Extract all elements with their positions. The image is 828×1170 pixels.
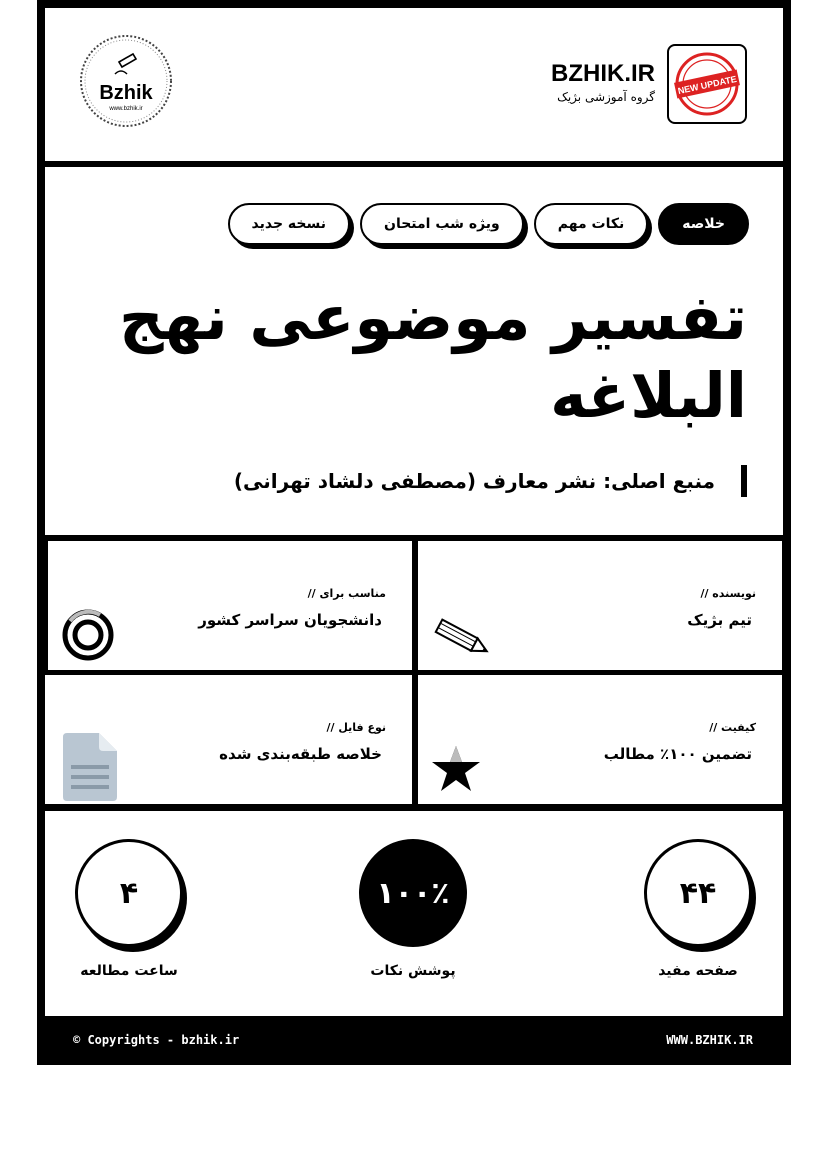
stat-label: ساعت مطالعه xyxy=(80,963,178,979)
info-quality xyxy=(418,675,782,804)
stat-label: پوشش نکات xyxy=(370,963,456,979)
info-label: نوع فایل // xyxy=(326,721,386,734)
info-value: تیم بژیک xyxy=(687,611,752,629)
stat-value: ۴۴ xyxy=(644,839,752,947)
stat-label: صفحه مفید xyxy=(658,963,738,979)
tag-summary[interactable]: خلاصه xyxy=(658,203,749,245)
document-page xyxy=(37,0,791,1065)
info-label: مناسب برای // xyxy=(307,587,386,600)
stat-coverage xyxy=(357,839,469,979)
info-author xyxy=(418,541,782,670)
stats-panel xyxy=(45,811,783,1016)
info-audience xyxy=(48,541,412,670)
info-filetype xyxy=(45,675,412,804)
stat-hours xyxy=(73,839,185,979)
brand-subtitle: گروه آموزشی بژیک xyxy=(557,90,655,104)
source-line: منبع اصلی: نشر معارف (مصطفی دلشاد تهرانی) xyxy=(234,465,747,497)
stat-value: ۱۰۰٪ xyxy=(359,839,467,947)
svg-text:www.bzhik.ir: www.bzhik.ir xyxy=(109,106,143,112)
info-label: کیفیت // xyxy=(709,721,756,734)
star-icon xyxy=(430,743,482,799)
stat-pages xyxy=(642,839,754,979)
bzhik-logo xyxy=(79,32,173,130)
footer-copyright: © Copyrights - bzhik.ir xyxy=(73,1033,240,1047)
header-panel xyxy=(45,8,783,161)
page-title: تفسیر موضوعی نهج البلاغه xyxy=(118,281,747,432)
stat-value: ۴ xyxy=(75,839,183,947)
title-panel xyxy=(45,167,783,535)
new-update-badge xyxy=(667,44,747,124)
tag-exam-night[interactable]: ویژه شب امتحان xyxy=(360,203,524,245)
svg-text:Bzhik: Bzhik xyxy=(99,82,153,104)
tag-list xyxy=(228,203,749,245)
info-value: خلاصه طبقه‌بندی شده xyxy=(219,745,382,763)
brand-title: BZHIK.IR xyxy=(551,60,655,87)
document-icon xyxy=(59,731,121,809)
tag-new-version[interactable]: نسخه جدید xyxy=(228,203,350,245)
target-icon xyxy=(60,607,116,667)
info-label: نویسنده // xyxy=(700,587,756,600)
tag-key-points[interactable]: نکات مهم xyxy=(534,203,649,245)
info-value: تضمین ۱۰۰٪ مطالب xyxy=(603,745,752,763)
brand-block xyxy=(495,60,655,104)
svg-text:NEW UPDATE: NEW UPDATE xyxy=(676,73,738,97)
pencil-icon xyxy=(432,613,494,667)
info-value: دانشجویان سراسر کشور xyxy=(198,611,382,629)
footer-site-link[interactable]: WWW.BZHIK.IR xyxy=(666,1033,753,1047)
